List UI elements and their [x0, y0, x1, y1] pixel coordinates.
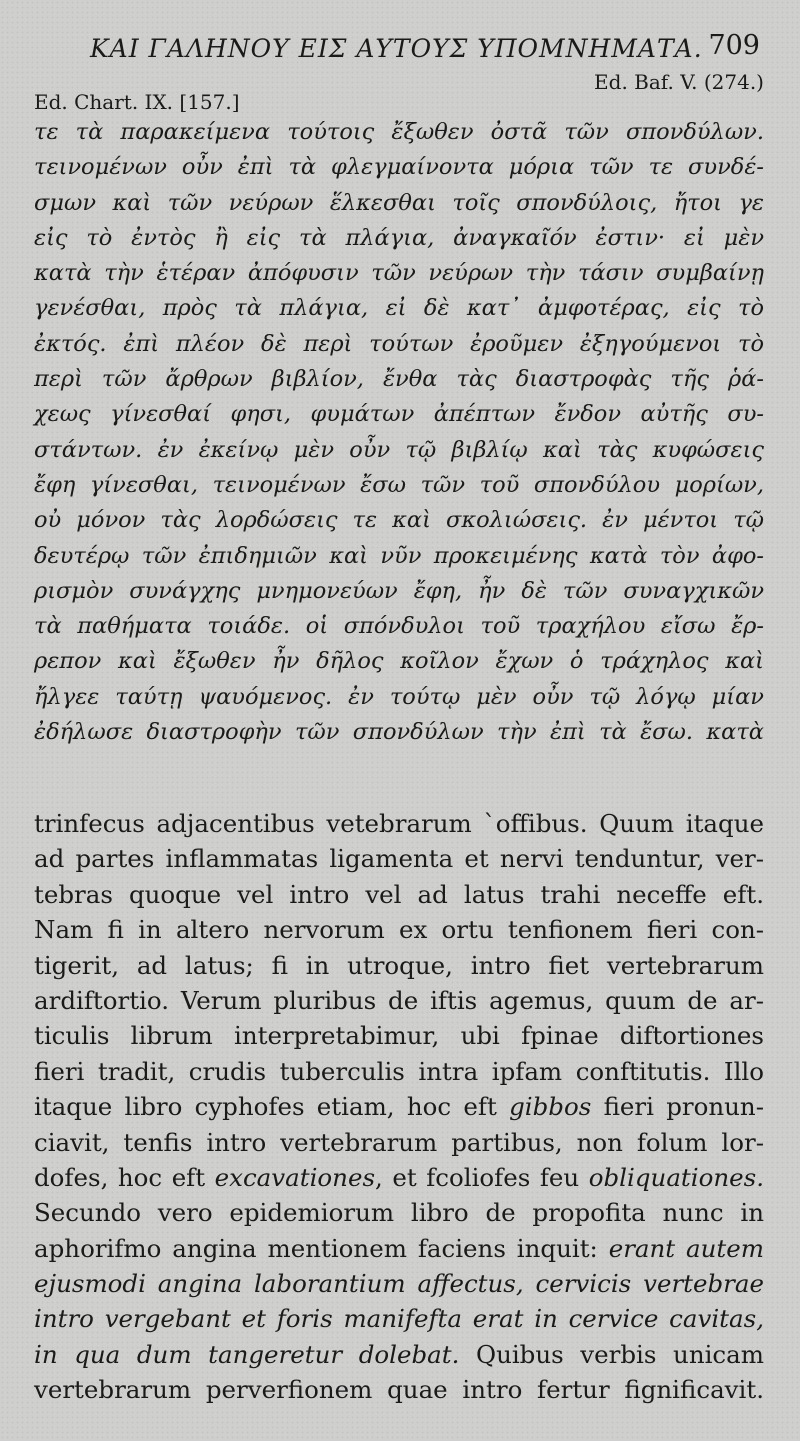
latin-text-line [34, 912, 764, 947]
greek-text-line: στάντων. ἐν ἐκείνῳ μὲν οὖν τῷ βιβλίῳ καὶ τὰς κυφώσεις [34, 436, 764, 463]
latin-text-segment: fieri pronun- [591, 1092, 764, 1122]
latin-text-line [34, 841, 764, 876]
greek-text-line: ἐκτός. ἐπὶ πλέον δὲ περὶ τούτων ἐροῦμεν ἐξηγούμενοι τὸ [34, 330, 764, 357]
latin-text-segment: vertebrarum perverfionem quae intro fertur fignificavit. [34, 1375, 764, 1405]
latin-italic-segment: obliquationes. [588, 1162, 764, 1192]
latin-text-segment: Quibus verbis unicam [459, 1339, 764, 1369]
greek-text-line: τεινομένων οὖν ἐπὶ τὰ φλεγμαίνοντα μόρια τῶν τε συνδέ- [34, 154, 764, 181]
latin-text-line [34, 1195, 764, 1230]
latin-text-block [34, 806, 764, 1408]
latin-text-line [34, 1125, 764, 1160]
greek-text-line: ἤλγεε ταύτῃ ψαυόμενος. ἐν τούτῳ μὲν οὖν τῷ λόγῳ μίαν [34, 683, 764, 710]
latin-text-segment: itaque libro cyphofes etiam, hoc eft [34, 1092, 510, 1122]
edition-reference-chartier: Ed. Chart. IX. [157.] [34, 90, 240, 114]
latin-italic-segment: gibbos [509, 1092, 592, 1122]
latin-text-line [34, 1054, 764, 1089]
latin-italic-segment: intro vergebant et foris manifefta erat in cervice cavitas, [34, 1304, 764, 1334]
latin-italic-segment: ejusmodi angina laborantium affectus, cervicis vertebrae [34, 1269, 764, 1299]
latin-text-segment: , et fcoliofes feu [375, 1162, 589, 1192]
latin-text-line [34, 1089, 764, 1124]
running-header-title: ΚΑΙ ΓΑΛΗΝΟΥ ΕΙΣ ΑΥΤΟΥΣ ΥΠΟΜΝΗΜΑΤΑ. [90, 34, 703, 63]
latin-text-segment: trinfecus adjacentibus vetebrarum `offibus. Quum itaque [34, 809, 764, 838]
latin-text-line [34, 1337, 764, 1372]
latin-text-line [34, 806, 764, 841]
latin-text-segment: dofes, hoc eft [34, 1162, 215, 1192]
latin-italic-segment: in qua dum tangeretur dolebat. [34, 1339, 460, 1369]
latin-text-segment: tigerit, ad latus; fi in utroque, intro fiet vertebrarum [34, 950, 764, 980]
latin-text-line [34, 1372, 764, 1407]
greek-text-line: τε τὰ παρακείμενα τούτοις ἔξωθεν ὀστᾶ τῶν σπονδύλων. [34, 119, 764, 145]
greek-text-line: σμων καὶ τῶν νεύρων ἕλκεσθαι τοῖς σπονδύλοις, ἤτοι γε [34, 189, 764, 216]
latin-text-segment: ad partes inflammatas ligamenta et nervi tenduntur, ver- [34, 844, 764, 874]
latin-text-line [34, 983, 764, 1018]
latin-text-segment: ticulis librum interpretabimur, ubi fpinae diftortiones [34, 1021, 764, 1051]
greek-text-line: γενέσθαι, πρὸς τὰ πλάγια, εἰ δὲ κατ᾽ ἀμφοτέρας, εἰς τὸ [34, 295, 764, 322]
latin-text-segment: Nam fi in altero nervorum ex ortu tenfionem fieri con- [34, 915, 764, 945]
latin-italic-segment: erant autem [608, 1233, 764, 1263]
greek-text-line: περὶ τῶν ἄρθρων βιβλίον, ἔνθα τὰς διαστροφὰς τῆς ῥά- [34, 366, 764, 393]
latin-text-segment: fieri tradit, crudis tuberculis intra ipfam conftitutis. Illo [34, 1056, 764, 1086]
greek-text-line: δευτέρῳ τῶν ἐπιδημιῶν καὶ νῦν προκειμένης κατὰ τὸν ἀφο- [34, 542, 764, 569]
greek-text-line: ρισμὸν συνάγχης μνημονεύων ἔφη, ἦν δὲ τῶν συναγχικῶν [34, 577, 764, 604]
greek-text-line: οὐ μόνον τὰς λορδώσεις τε καὶ σκολιώσεις. ἐν μέντοι τῷ [34, 507, 764, 534]
latin-text-line [34, 1018, 764, 1053]
latin-text-segment: ciavit, tenfis intro vertebrarum partibus, non folum lor- [34, 1127, 764, 1157]
greek-text-line: τὰ παθήματα τοιάδε. οἱ σπόνδυλοι τοῦ τραχήλου εἴσω ἔρ- [34, 613, 764, 640]
latin-text-segment: Secundo vero epidemiorum libro de propofita nunc in [34, 1198, 764, 1228]
greek-text-line: ἔφη γίνεσθαι, τεινομένων ἔσω τῶν τοῦ σπονδύλου μορίων, [34, 471, 764, 498]
latin-text-line [34, 1231, 764, 1266]
latin-text-segment: aphorifmo angina mentionem faciens inquit: [34, 1233, 609, 1263]
edition-reference-basel: Ed. Baf. V. (274.) [594, 70, 764, 94]
latin-italic-segment: excavationes [214, 1162, 376, 1192]
latin-text-line [34, 1266, 764, 1301]
latin-text-line [34, 1301, 764, 1336]
latin-text-line [34, 948, 764, 983]
latin-text-line [34, 877, 764, 912]
greek-text-line: εἰς τὸ ἐντὸς ἢ εἰς τὰ πλάγια, ἀναγκαῖόν ἐστιν· εἰ μὲν [34, 224, 764, 251]
greek-text-line: χεως γίνεσθαί φησι, φυμάτων ἀπέπτων ἔνδον αὐτῆς συ- [34, 401, 764, 428]
greek-text-line: κατὰ τὴν ἑτέραν ἀπόφυσιν τῶν νεύρων τὴν τάσιν συμβαίνῃ [34, 260, 764, 287]
greek-text-block [34, 115, 764, 750]
latin-text-segment: ardiftortio. Verum pluribus de iftis agemus, quum de ar- [34, 985, 764, 1015]
latin-text-line [34, 1160, 764, 1195]
greek-text-line: ἐδήλωσε διαστροφὴν τῶν σπονδύλων τὴν ἐπὶ τὰ ἔσω. κατὰ [34, 719, 764, 746]
greek-text-line: ρεπον καὶ ἔξωθεν ἦν δῆλος κοῖλον ἔχων ὁ τράχηλος καὶ [34, 648, 764, 675]
page-number: 709 [708, 30, 760, 61]
latin-text-segment: tebras quoque vel intro vel ad latus trahi neceffe eft. [34, 879, 764, 909]
